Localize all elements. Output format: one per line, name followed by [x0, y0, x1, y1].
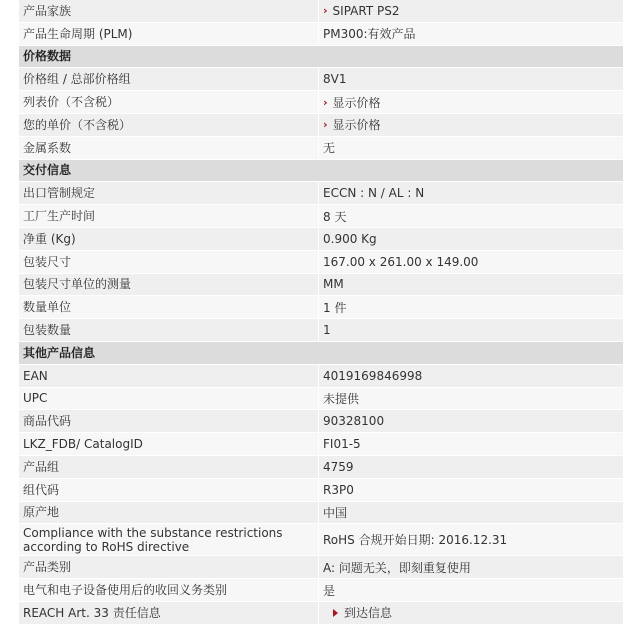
triangle-right-icon — [333, 609, 338, 617]
row-value: 8 天 — [318, 205, 623, 227]
table-row — [19, 410, 623, 433]
row-label: 价格组 / 总部价格组 — [23, 72, 131, 87]
table-row — [19, 91, 623, 114]
row-value: A: 问题无关，即刻重复使用 — [318, 556, 623, 578]
row-value: ECCN : N / AL : N — [318, 182, 623, 204]
row-value: R3P0 — [318, 479, 623, 501]
table-row — [19, 114, 623, 137]
row-label: 净重 (Kg) — [23, 231, 76, 246]
table-row — [19, 228, 623, 251]
section-header — [19, 160, 623, 183]
chevron-right-icon: › — [323, 118, 328, 132]
row-value: 8V1 — [318, 68, 623, 90]
table-row — [19, 319, 623, 342]
link-label[interactable]: 显示价格 — [332, 95, 381, 110]
row-label: 数量单位 — [23, 300, 72, 315]
table-row — [19, 137, 623, 160]
table-row — [19, 433, 623, 456]
row-label: 工厂生产时间 — [23, 209, 96, 224]
chevron-right-icon: › — [323, 4, 328, 18]
row-value: 1 件 — [318, 296, 623, 318]
row-value: PM300:有效产品 — [318, 23, 623, 45]
table-row — [19, 182, 623, 205]
row-label: 原产地 — [23, 505, 60, 520]
table-row — [19, 479, 623, 502]
link-label[interactable]: 显示价格 — [332, 118, 381, 133]
link-label[interactable]: SIPART PS2 — [332, 3, 400, 18]
table-row — [19, 68, 623, 91]
row-value: 未提供 — [318, 388, 623, 410]
table-row — [19, 365, 623, 388]
row-label: REACH Art. 33 责任信息 — [23, 605, 161, 620]
row-label: 金属系数 — [23, 140, 72, 155]
row-value: 4759 — [318, 456, 623, 478]
row-label: Compliance with the substance restrictions according to RoHS directive — [23, 525, 283, 554]
section-title: 其他产品信息 — [23, 345, 96, 360]
table-row — [19, 0, 623, 23]
table-row — [19, 602, 623, 625]
row-label: 您的单价（不含税） — [23, 117, 132, 132]
row-value: 无 — [318, 137, 623, 159]
table-row — [19, 502, 623, 525]
section-header — [19, 46, 623, 69]
table-row — [19, 524, 623, 556]
section-title: 价格数据 — [23, 49, 72, 64]
link-label[interactable]: 到达信息 — [344, 606, 393, 621]
section-title: 交付信息 — [23, 163, 72, 178]
row-label: UPC — [23, 391, 48, 406]
table-row — [19, 296, 623, 319]
row-label: 包装尺寸 — [23, 254, 72, 269]
row-value: 167.00 x 261.00 x 149.00 — [318, 251, 623, 273]
product-data-table — [19, 0, 623, 625]
table-row — [19, 579, 623, 602]
row-value[interactable] — [318, 0, 623, 22]
row-label: 组代码 — [23, 482, 60, 497]
row-value[interactable] — [318, 114, 623, 136]
table-row — [19, 388, 623, 411]
row-label: 产品家族 — [23, 3, 72, 18]
section-header — [19, 342, 623, 365]
row-value: MM — [318, 274, 623, 296]
row-label: 商品代码 — [23, 414, 72, 429]
row-value: 0.900 Kg — [318, 228, 623, 250]
row-label: 列表价（不含税） — [23, 95, 120, 110]
table-row — [19, 274, 623, 297]
row-value: 90328100 — [318, 410, 623, 432]
table-row — [19, 556, 623, 579]
row-value: 中国 — [318, 502, 623, 524]
table-row — [19, 251, 623, 274]
row-label: 包装数量 — [23, 323, 72, 338]
row-value: RoHS 合规开始日期: 2016.12.31 — [318, 524, 623, 555]
table-row — [19, 205, 623, 228]
table-row — [19, 456, 623, 479]
chevron-right-icon: › — [323, 95, 328, 109]
row-value: 4019169846998 — [318, 365, 623, 387]
row-value[interactable] — [318, 91, 623, 113]
row-value: 是 — [318, 579, 623, 601]
row-label: 产品生命周期 (PLM) — [23, 26, 133, 41]
row-label: 产品组 — [23, 459, 60, 474]
row-label: 包装尺寸单位的测量 — [23, 277, 132, 292]
row-label: 电气和电子设备使用后的收回义务类别 — [23, 583, 228, 598]
row-label: LKZ_FDB/ CatalogID — [23, 437, 143, 452]
row-label: 产品类别 — [23, 560, 72, 575]
row-label: EAN — [23, 368, 48, 383]
row-label: 出口管制规定 — [23, 186, 96, 201]
row-value: 1 — [318, 319, 623, 341]
table-row — [19, 23, 623, 46]
row-value[interactable] — [318, 602, 623, 624]
row-value: FI01-5 — [318, 433, 623, 455]
